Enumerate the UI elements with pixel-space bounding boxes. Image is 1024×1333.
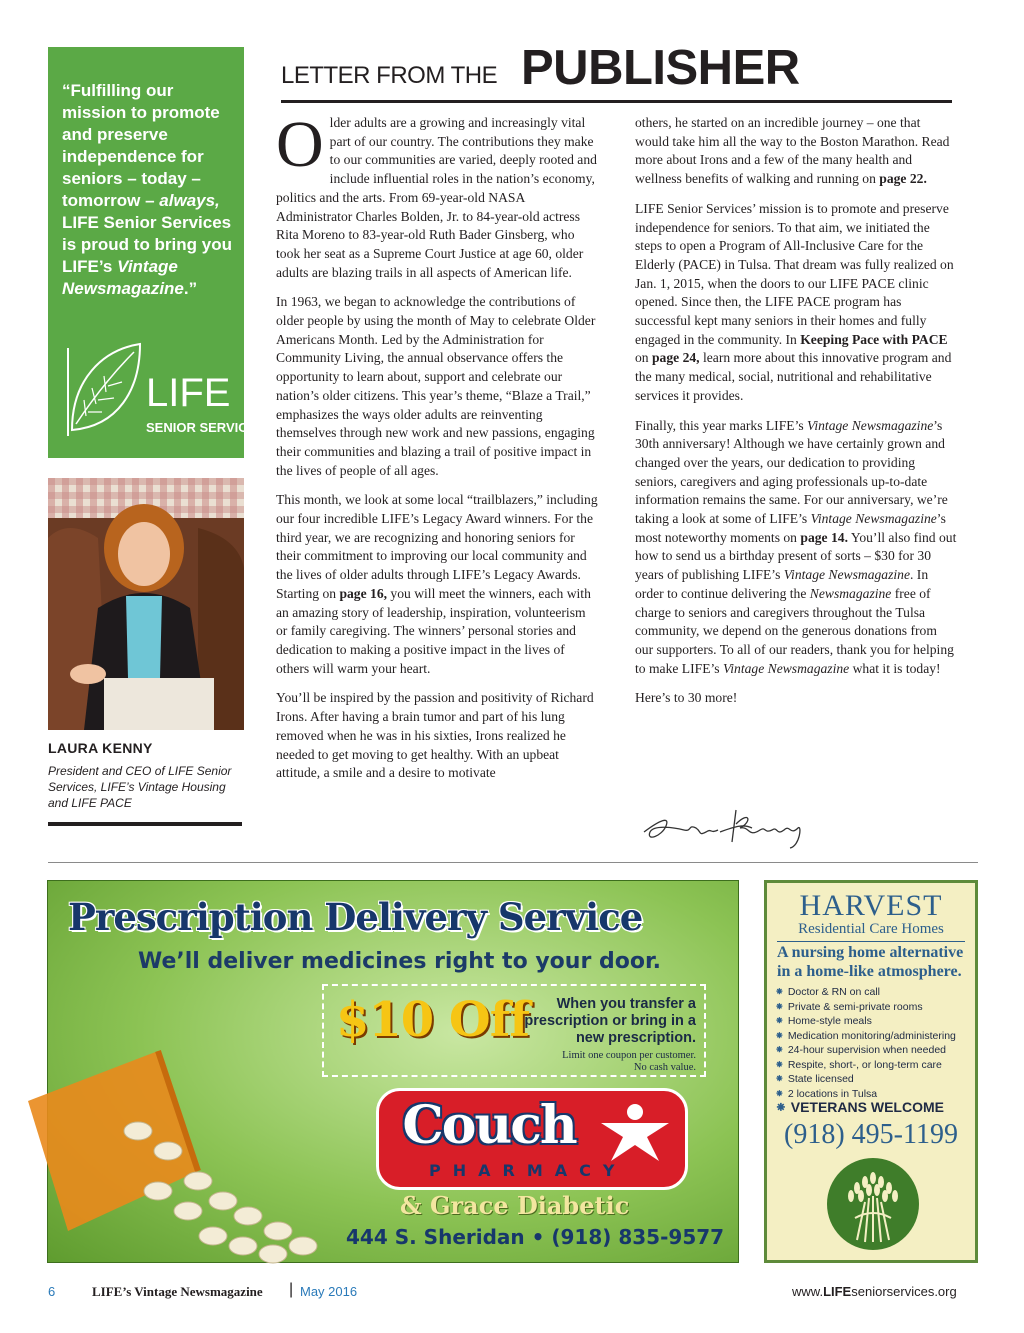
ad-headline: Prescription Delivery Service <box>68 895 643 939</box>
pill-bottle-image <box>48 1041 338 1264</box>
paragraph: Here’s to 30 more! <box>635 690 738 706</box>
header-title: PUBLISHER <box>521 41 800 95</box>
paragraph: You’ll be inspired by the passion and positivity of Richard Irons. After having a brain tumor and part of his lung removed when he was in his sixties, Irons realized he needed to get moving to get healthy. With an upbeat attitude, a smile and a desire to motivate <box>276 690 594 781</box>
footer-separator: | <box>289 1281 294 1298</box>
harvest-name: HARVEST <box>799 889 943 922</box>
feature-item: ⁕ Respite, short-, or long-term care <box>775 1058 942 1071</box>
wheat-sheaf-logo <box>825 1156 921 1252</box>
veterans-welcome: ⁕ VETERANS WELCOME <box>775 1099 944 1115</box>
harvest-subtitle: Residential Care Homes <box>798 921 944 937</box>
drop-cap: O <box>276 108 324 181</box>
website-link[interactable]: www.LIFEseniorservices.org <box>792 1284 957 1299</box>
feature-item: ⁕ Doctor & RN on call <box>775 986 881 998</box>
pharmacy-address: 444 S. Sheridan • (918) 835-9577 <box>346 1225 725 1249</box>
harvest-tagline: A nursing home alternative in a home-like atmosphere. <box>777 944 964 980</box>
coupon-fine-print: Limit one coupon per customer. No cash value. <box>562 1050 696 1073</box>
ad-subheadline: We’ll deliver medicines right to your door. <box>138 949 662 974</box>
author-rule <box>48 822 242 826</box>
brand-subtitle: PHARMACY <box>429 1161 627 1180</box>
author-photo <box>48 478 244 730</box>
couch-pharmacy-logo <box>376 1088 688 1190</box>
section-divider <box>48 862 978 863</box>
page-number: 6 <box>48 1284 56 1299</box>
harvest-rule <box>777 941 965 942</box>
issue-date: May 2016 <box>300 1284 358 1299</box>
paragraph: others, he started on an incredible journey – one that would take him all the way to the Boston Marathon. Read more about Irons and a few of the many health and wellness benefits of walking and running on page 22. <box>635 115 950 187</box>
pull-quote: “Fulfilling our mission to promote and preserve independence for seniors – today – tomorrow – always, LIFE Senior Services is proud to bring you LIFE’s Vintage Newsmagazine.” <box>62 81 232 298</box>
paragraph: LIFE Senior Services’ mission is to promote and preserve independence for seniors. To that aim, we initiated the steps to open a Program of All-Inclusive Care for the Elderly (PACE) in Tulsa. That dream was fully realized on Jan. 1, 2015, when the doors to our LIFE PACE clinic opened. Since then, the LIFE PACE program has successful kept many seniors in their homes and fully engaged in the community. In Keeping Pace with PACE on page 24, learn more about this innovative program and the many medical, social, nutritional and rehabilitative services it provides. <box>635 200 954 403</box>
coupon[interactable] <box>322 984 706 1077</box>
harvest-ad[interactable] <box>764 880 978 1263</box>
article-column-2 <box>635 114 957 719</box>
logo-word: LIFE <box>146 371 231 415</box>
paragraph: This month, we look at some local “trailblazers,” including our four incredible LIFE’s Legacy Award winners. For the third year, we are recognizing and honoring seniors for their commitment to improving our local community and the lives of older adults through LIFE’s Legacy Awards. Starting on page 16, you will meet the winners, each with an amazing story of leadership, inspiration, volunteerism or family caregiving. The winners’ personal stories and dedication to making a positive impact in the lives of others will warm your heart. <box>276 492 598 676</box>
author-title: President and CEO of LIFE Senior Services, LIFE’s Vintage Housing and LIFE PACE <box>48 764 232 810</box>
header-small: LETTER FROM THE <box>281 62 498 89</box>
header-rule <box>281 100 952 103</box>
feature-item: ⁕ State licensed <box>775 1073 854 1085</box>
publication-name: LIFE’s Vintage Newsmagazine <box>92 1284 263 1299</box>
harvest-phone[interactable]: (918) 495-1199 <box>784 1119 958 1150</box>
feature-item: ⁕ Home-style meals <box>775 1015 872 1027</box>
grace-diabetic: & Grace Diabetic <box>400 1191 630 1220</box>
harvest-feature-list <box>775 985 975 1101</box>
feature-item: ⁕ Private & semi-private rooms <box>775 1000 923 1013</box>
coupon-text: When you transfer a prescription or bring in a new prescription. <box>524 996 696 1046</box>
star-person-icon <box>597 1103 673 1163</box>
article-column-1 <box>276 108 598 794</box>
feature-item: ⁕ 24-hour supervision when needed <box>775 1044 947 1056</box>
author-name: LAURA KENNY <box>48 740 153 756</box>
coupon-amount: $10 Off <box>336 992 530 1048</box>
pharmacy-ad[interactable] <box>47 880 739 1263</box>
paragraph: Older adults are a growing and increasingly vital part of our country. The contributions they make to our communities are varied, deeply rooted and include influential roles in the nation’s economy, politics and the arts. From 69-year-old NASA Administrator Charles Bolden, Jr. to 84-year-old actress Rita Moreno to 83-year-old Ruth Bader Ginsberg, who took her seat as a Supreme Court Justice at age 60, older adults are blazing trails in all aspects of American life. <box>276 108 597 280</box>
paragraph: In 1963, we began to acknowledge the contributions of older people by using the month of May to celebrate Older Americans Month. Led by the Administration for Community Living, the annual observance offers the opportunity to learn about, support and celebrate our nation’s older citizens. This year’s theme, “Blaze a Trail,” emphasizes the ways older adults are reinventing themselves through new work and new passions, engaging their communities and blazing a trail of positive impact in the lives of people of all ages. <box>276 294 596 478</box>
brand-name: Couch <box>402 1095 576 1156</box>
life-senior-services-logo <box>62 340 265 440</box>
feature-item: ⁕ Medication monitoring/administering <box>775 1029 956 1042</box>
feature-item: ⁕ 2 locations in Tulsa <box>775 1087 878 1100</box>
signature <box>640 802 810 852</box>
paragraph: Finally, this year marks LIFE’s Vintage Newsmagazine’s 30th anniversary! Although we have certainly grown and changed over the years, our dedication to providing seniors, caregivers and aging professionals up-to-date information remains the same. For our anniversary, we’re taking a look at some of LIFE’s Vintage Newsmagazine’s most noteworthy moments on page 14. You’ll also find out how to send us a birthday present of sorts – $30 for 30 years of publishing LIFE’s Vintage Newsmagazine. In order to continue delivering the Newsmagazine free of charge to seniors and caregivers throughout the Tulsa community, we depend on the generous donations from our supporters. To all of our readers, thank you for helping to make LIFE’s Vintage Newsmagazine what it is today! <box>635 417 957 676</box>
logo-sub: SENIOR SERVICES <box>146 420 265 435</box>
